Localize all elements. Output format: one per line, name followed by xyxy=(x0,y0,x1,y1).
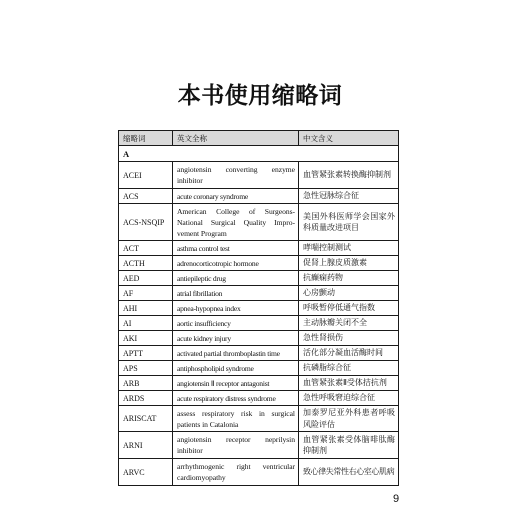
english-cell: American College of Surgeons-National Surgical Quality Improvement Program xyxy=(173,204,299,241)
english-cell: adrenocorticotropic hormone xyxy=(173,256,299,271)
chinese-cell: 血管紧张素Ⅱ受体拮抗剂 xyxy=(299,376,399,391)
table-row xyxy=(119,271,399,286)
chinese-cell: 心房颤动 xyxy=(299,286,399,301)
table-row xyxy=(119,189,399,204)
english-cell: activated partial thromboplastin time xyxy=(173,346,299,361)
english-cell: acute respiratory distress syndrome xyxy=(173,391,299,406)
chinese-cell: 加泰罗尼亚外科患者呼吸风险评估 xyxy=(299,406,399,432)
table-row xyxy=(119,241,399,256)
english-cell: aortic insufficiency xyxy=(173,316,299,331)
english-cell: atrial fibrillation xyxy=(173,286,299,301)
abbr-cell: ARVC xyxy=(119,459,173,486)
abbreviation-table xyxy=(118,130,399,486)
english-cell: apnea-hypopnea index xyxy=(173,301,299,316)
english-cell: angiotensin Ⅱ receptor antagonist xyxy=(173,376,299,391)
table-row xyxy=(119,316,399,331)
english-cell: angiotensin receptor neprilysin inhibitor xyxy=(173,432,299,459)
table-row xyxy=(119,376,399,391)
english-cell: acute kidney injury xyxy=(173,331,299,346)
chinese-cell: 血管紧张素转换酶抑制剂 xyxy=(299,162,399,189)
chinese-cell: 主动脉瓣关闭不全 xyxy=(299,316,399,331)
chinese-cell: 急性呼吸窘迫综合征 xyxy=(299,391,399,406)
english-cell: angiotensin converting enzyme inhibitor xyxy=(173,162,299,189)
table-row xyxy=(119,406,399,432)
table-row xyxy=(119,301,399,316)
table-row xyxy=(119,432,399,459)
table-row xyxy=(119,391,399,406)
english-cell: antiphospholipid syndrome xyxy=(173,361,299,376)
section-letter: A xyxy=(119,146,399,162)
abbr-cell: AKI xyxy=(119,331,173,346)
abbr-cell: ACS-NSQIP xyxy=(119,204,173,241)
chinese-cell: 呼吸暂停低通气指数 xyxy=(299,301,399,316)
chinese-cell: 急性肾损伤 xyxy=(299,331,399,346)
table-row xyxy=(119,459,399,486)
abbr-cell: ARNI xyxy=(119,432,173,459)
header-chinese-meaning: 中文含义 xyxy=(299,131,399,146)
chinese-cell: 抗癫痫药物 xyxy=(299,271,399,286)
section-row xyxy=(119,146,399,162)
page-number: 9 xyxy=(392,493,400,505)
table-row xyxy=(119,361,399,376)
chinese-cell: 急性冠脉综合征 xyxy=(299,189,399,204)
table-row xyxy=(119,286,399,301)
abbr-cell: AED xyxy=(119,271,173,286)
chinese-cell: 哮喘控制测试 xyxy=(299,241,399,256)
abbr-cell: ACEI xyxy=(119,162,173,189)
table-row xyxy=(119,256,399,271)
abbr-cell: APS xyxy=(119,361,173,376)
abbr-cell: ACTH xyxy=(119,256,173,271)
chinese-cell: 血管紧张素受体脑啡肽酶抑制剂 xyxy=(299,432,399,459)
abbr-cell: ARDS xyxy=(119,391,173,406)
english-cell: asthma control test xyxy=(173,241,299,256)
table-row xyxy=(119,204,399,241)
chinese-cell: 抗磷脂综合征 xyxy=(299,361,399,376)
english-cell: antiepileptic drug xyxy=(173,271,299,286)
abbr-cell: ACS xyxy=(119,189,173,204)
english-cell: acute coronary syndrome xyxy=(173,189,299,204)
chinese-cell: 致心律失常性右心室心肌病 xyxy=(299,459,399,486)
abbr-cell: ACT xyxy=(119,241,173,256)
abbr-cell: AF xyxy=(119,286,173,301)
table-row xyxy=(119,162,399,189)
page-title: 本书使用缩略词 xyxy=(177,82,343,108)
abbr-cell: APTT xyxy=(119,346,173,361)
table-row xyxy=(119,346,399,361)
chinese-cell: 活化部分凝血活酶时间 xyxy=(299,346,399,361)
abbr-cell: ARISCAT xyxy=(119,406,173,432)
chinese-cell: 促肾上腺皮质激素 xyxy=(299,256,399,271)
chinese-cell: 美国外科医师学会国家外科质量改进项目 xyxy=(299,204,399,241)
english-cell: assess respiratory risk in surgical patients in Catalonia xyxy=(173,406,299,432)
english-cell: arrhythmogenic right ventricular cardiomyopathy xyxy=(173,459,299,486)
abbr-cell: AHI xyxy=(119,301,173,316)
table-row xyxy=(119,331,399,346)
header-abbreviation: 缩略词 xyxy=(119,131,173,146)
table-header-row xyxy=(119,131,399,146)
abbr-cell: AI xyxy=(119,316,173,331)
header-english-name: 英文全称 xyxy=(173,131,299,146)
abbr-cell: ARB xyxy=(119,376,173,391)
